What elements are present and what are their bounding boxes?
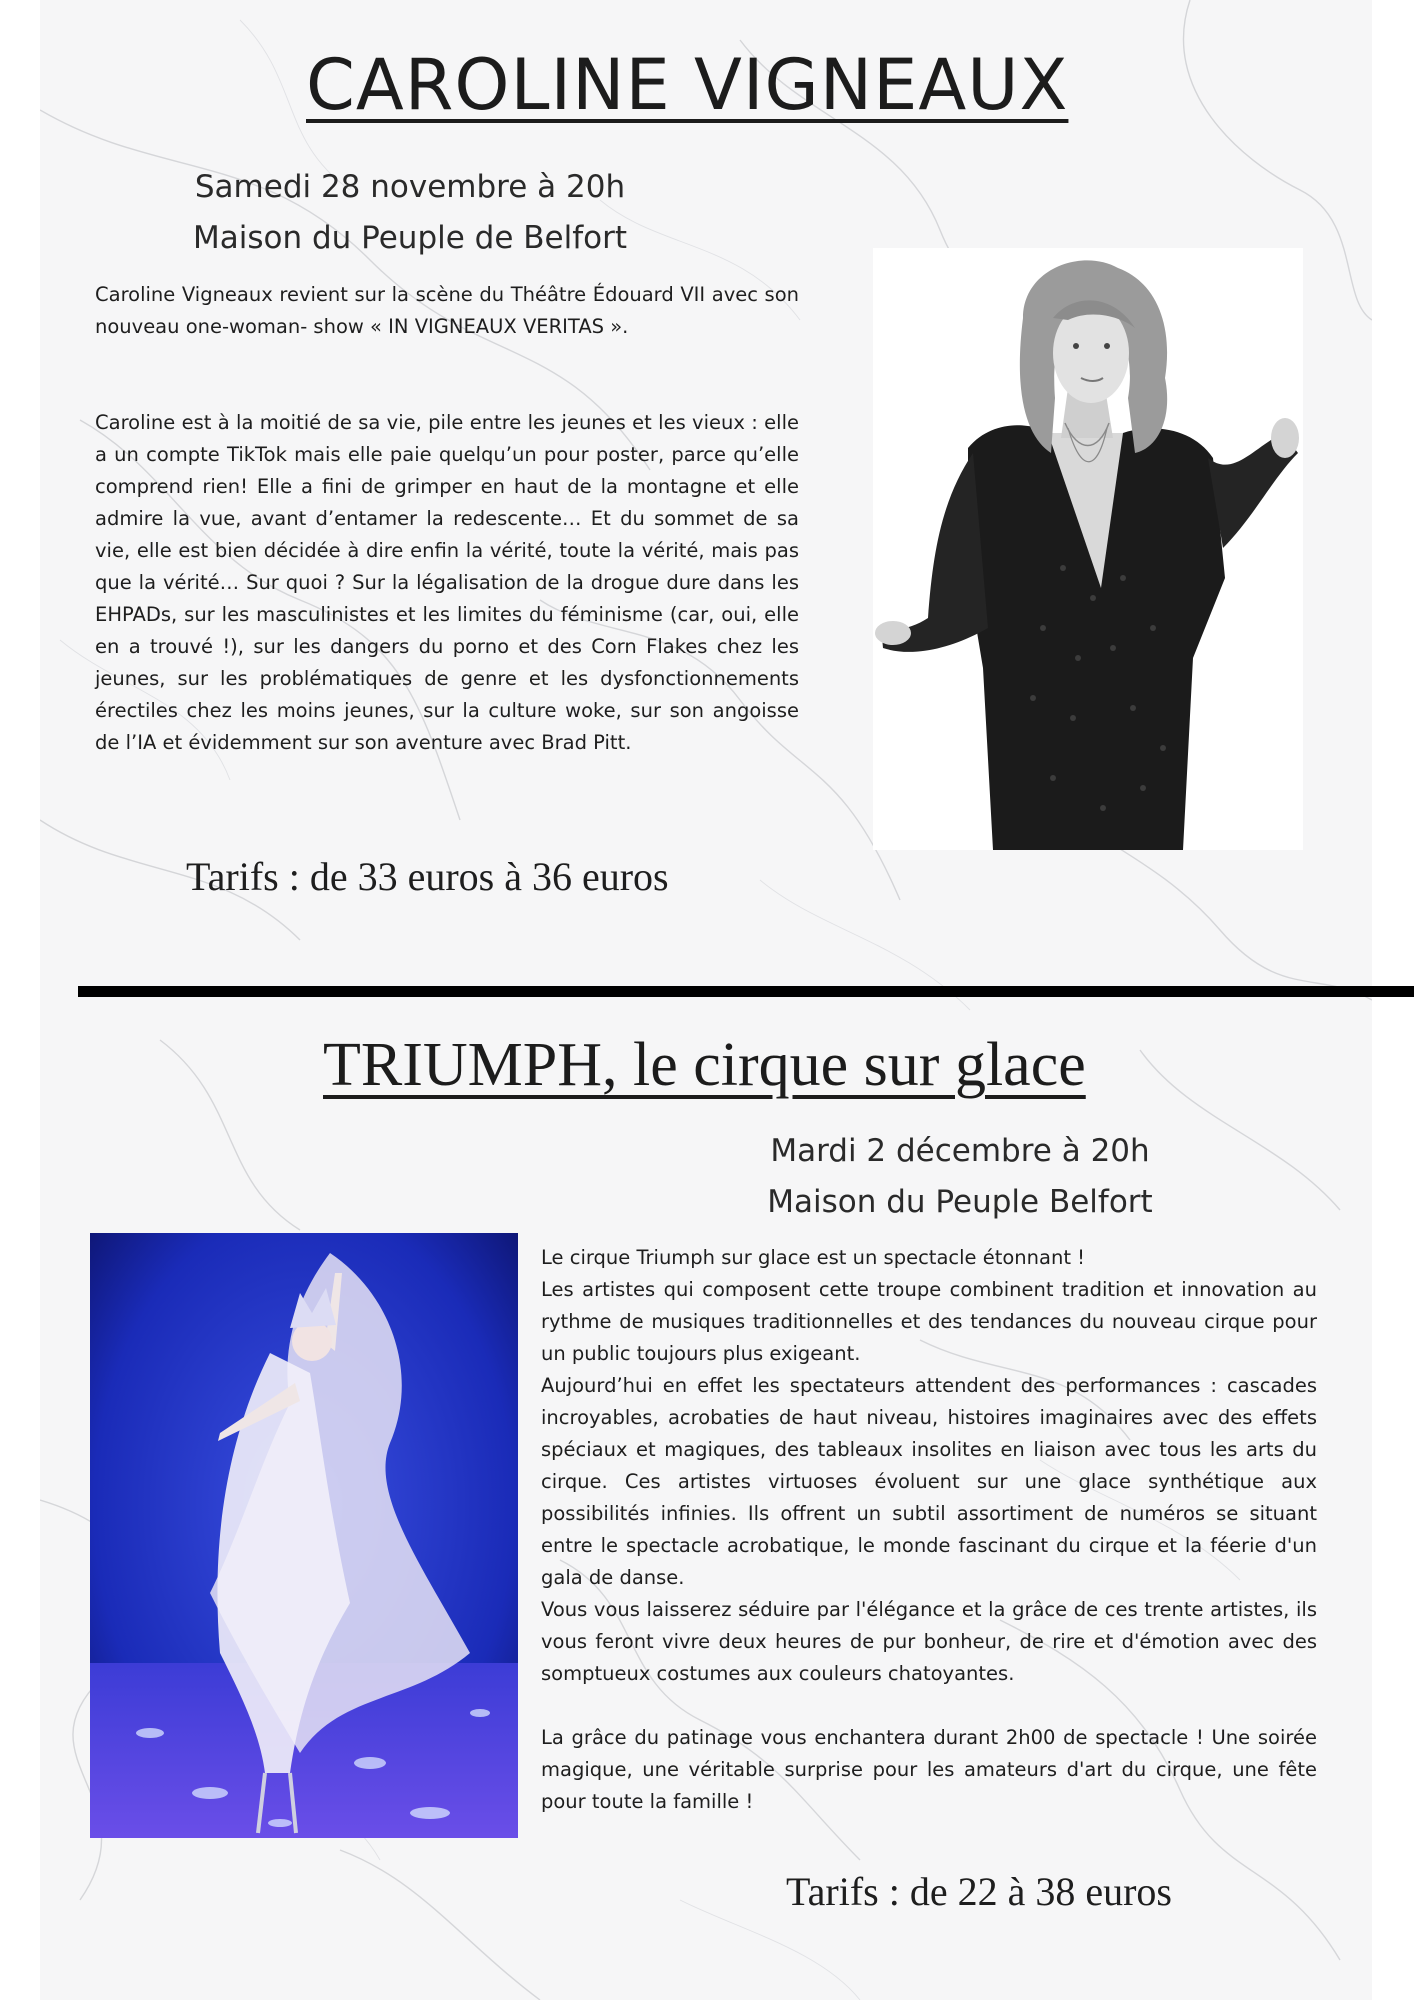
section2-paragraph: La grâce du patinage vous enchantera durant 2h00 de spectacle ! Une soirée magique, une véritable surprise pour les amateurs d'art du cirque, une fête pour toute la famille ! [541,1726,1317,1813]
section1-title: CAROLINE VIGNEAUX [306,44,1069,126]
section2-paragraph: Vous vous laisserez séduire par l'élégance et la grâce de ces trente artistes, ils vous feront vivre deux heures de pur bonheur, de rire et d'émotion avec des somptueux costumes aux couleurs chatoyantes. [541,1598,1317,1685]
portrait-illustration [873,248,1303,850]
section1-date: Samedi 28 novembre à 20h [194,169,626,205]
section2-info [720,1126,1200,1228]
section2-venue: Maison du Peuple Belfort [767,1184,1153,1220]
section2-description [541,1242,1317,1818]
caroline-vigneaux-photo [873,248,1303,850]
section-divider [78,986,1414,997]
section2-title: TRIUMPH, le cirque sur glace [323,1031,1086,1099]
section2-paragraph: Le cirque Triumph sur glace est un spectacle étonnant ! [541,1246,1085,1269]
section1-description [95,279,799,759]
section1-paragraph: Caroline Vigneaux revient sur la scène du Théâtre Édouard VII avec son nouveau one-woman- show « IN VIGNEAUX VERITAS ». [95,283,799,338]
ice-dancer-illustration [90,1233,518,1838]
section1-paragraph: Caroline est à la moitié de sa vie, pile entre les jeunes et les vieux : elle a un compte TikTok mais elle paie quelqu’un pour poster, parce qu’elle comprend rien! Elle a fini de grimper en haut de la montagne et elle admire la vue, avant d’entamer la redescente… Et du sommet de sa vie, elle est bien décidée à dire enfin la vérité, toute la vérité, mais pas que la vérité… Sur quoi ? Sur la légalisation de la drogue dure dans les EHPADs, sur les masculinistes et les limites du féminisme (car, oui, elle en a trouvé !), sur les dangers du porno et des Corn Flakes chez les jeunes, sur les problématiques de genre et les dysfonctionnements érectiles chez les moins jeunes, sur la culture woke, sur son angoisse de l’IA et évidemment sur son aventure avec Brad Pitt. [95,411,799,754]
section2-paragraph: Aujourd’hui en effet les spectateurs attendent des performances : cascades incroyables, acrobaties de haut niveau, histoires imaginaires avec des effets spéciaux et magiques, des tableaux insolites en liaison avec tous les arts du cirque. Ces artistes virtuoses évoluent sur une glace synthétique aux possibilités infinies. Ils offrent un subtil assortiment de numéros se situant entre le spectacle acrobatique, le monde fascinant du cirque et la féerie d'un gala de danse. [541,1374,1317,1589]
section2-paragraph: Les artistes qui composent cette troupe combinent tradition et innovation au rythme de musiques traditionnelles et des tendances du nouveau cirque pour un public toujours plus exigeant. [541,1278,1317,1365]
section1-info [170,162,650,264]
section1-price: Tarifs : de 33 euros à 36 euros [186,854,669,899]
triumph-circus-photo [90,1233,518,1838]
section2-price: Tarifs : de 22 à 38 euros [786,1869,1172,1914]
section2-date: Mardi 2 décembre à 20h [770,1133,1150,1169]
section1-venue: Maison du Peuple de Belfort [192,220,627,256]
